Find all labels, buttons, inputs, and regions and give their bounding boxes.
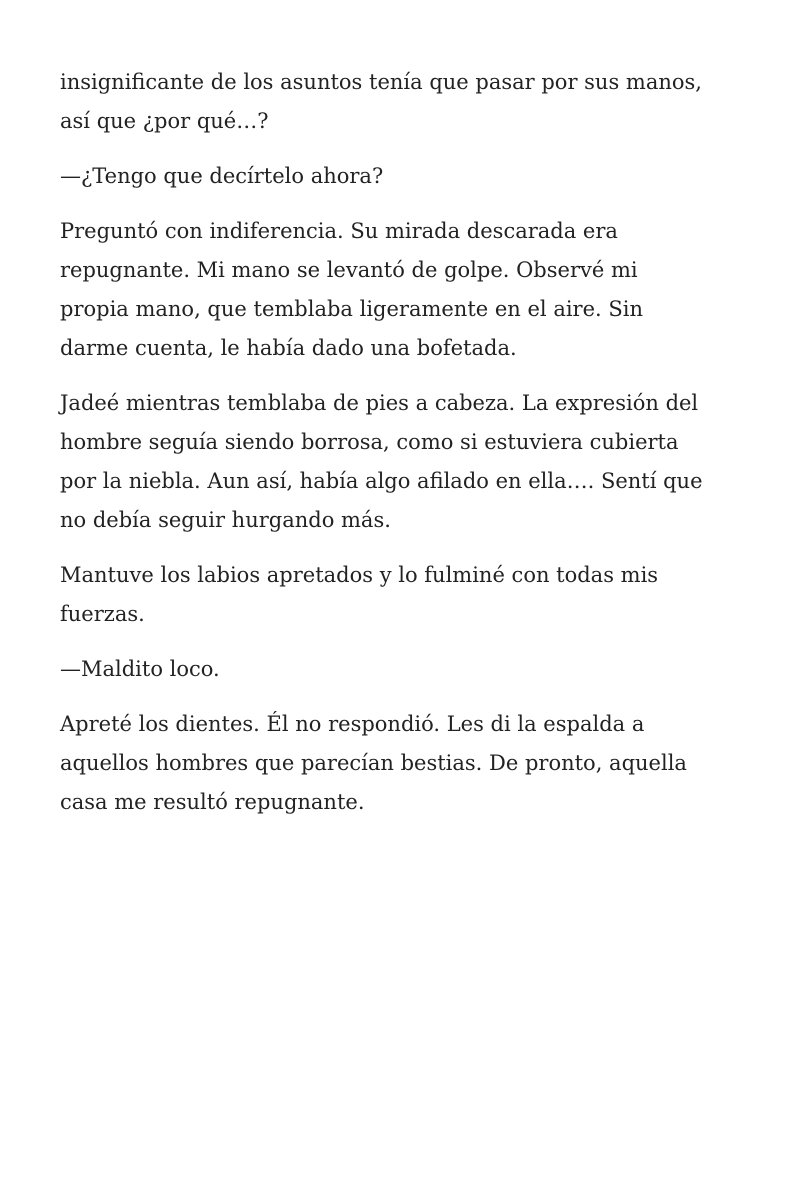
paragraph: Jadeé mientras temblaba de pies a cabeza. La expresión del hombre seguía siendo borrosa, como si estuviera cubierta por la niebla. Aun así, había algo afilado en ella…. Sentí que no debía seguir hurgando más.: [60, 391, 703, 532]
dialogue-line: —Maldito loco.: [60, 657, 220, 681]
paragraph: Mantuve los labios apretados y lo fulminé con todas mis fuerzas.: [60, 563, 659, 626]
page-text: [60, 63, 750, 838]
paragraph: insignificante de los asuntos tenía que pasar por sus manos, así que ¿por qué…?: [60, 70, 702, 133]
dialogue-line: —¿Tengo que decírtelo ahora?: [60, 164, 384, 188]
paragraph: Preguntó con indiferencia. Su mirada descarada era repugnante. Mi mano se levantó de golpe. Observé mi propia mano, que temblaba ligeramente en el aire. Sin darme cuenta, le había dado una bofetada.: [60, 219, 643, 360]
paragraph: Apreté los dientes. Él no respondió. Les di la espalda a aquellos hombres que parecían bestias. De pronto, aquella casa me resultó repugnante.: [60, 712, 687, 814]
